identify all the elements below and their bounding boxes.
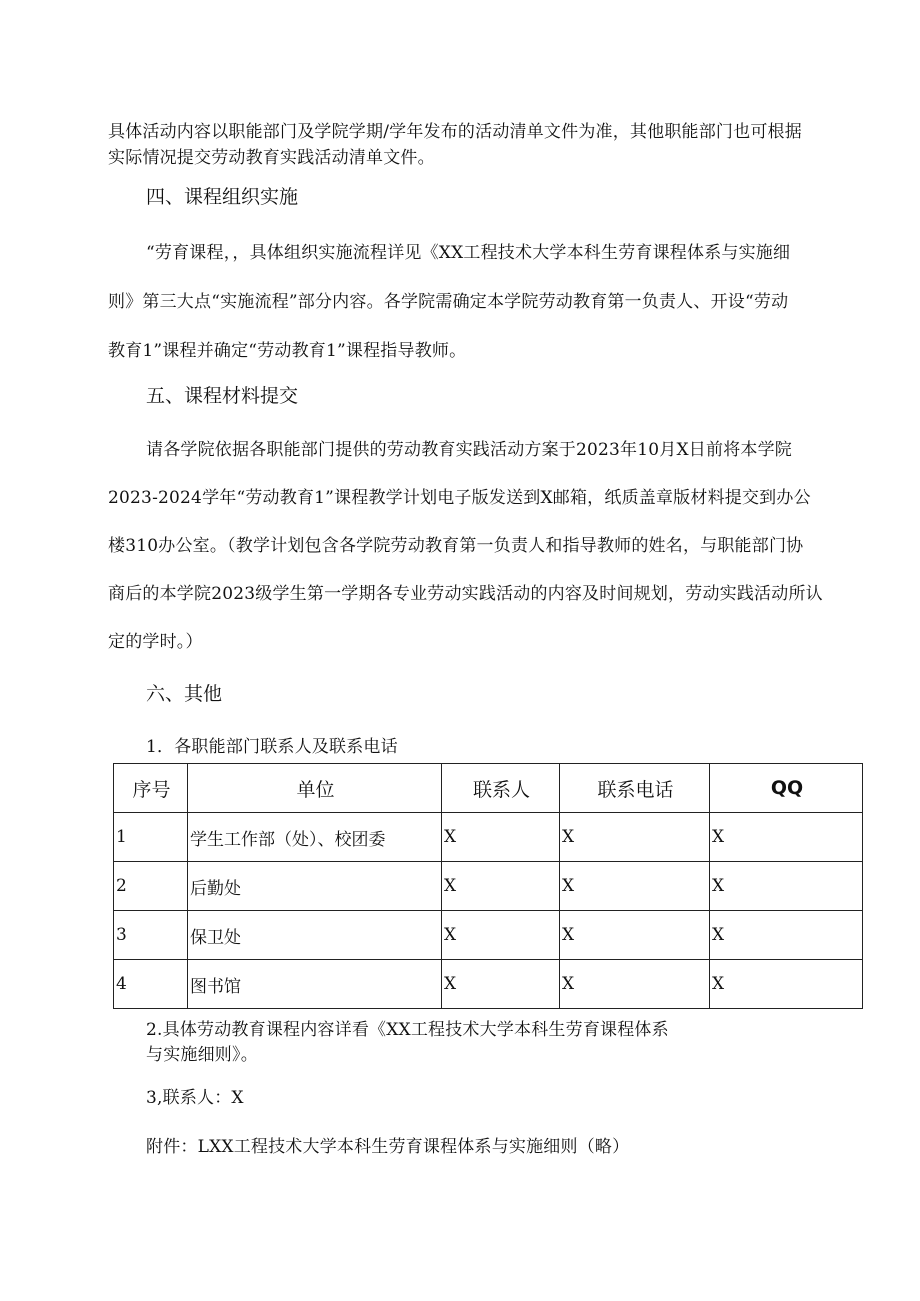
intro-line-1: 具体活动内容以职能部门及学院学期/学年发布的活动清单文件为准，其他职能部门也可根据 [108,122,802,142]
table-header-row [114,764,863,813]
cell-qq: X [710,813,863,862]
table-row [114,813,863,862]
header-index: 序号 [114,764,188,813]
table-row [114,862,863,911]
contact-table [113,763,863,1009]
cell-index: 2 [114,862,188,911]
section-5-line-3: 楼310办公室。（教学计划包含各学院劳动教育第一负责人和指导教师的姓名，与职能部门协 [108,536,804,556]
cell-unit: 图书馆 [188,960,442,1009]
cell-index: 1 [114,813,188,862]
section-6-item-1: 1．各职能部门联系人及联系电话 [146,737,398,757]
section-6-item-2-line-2: 与实施细则》。 [146,1045,258,1065]
cell-qq: X [710,960,863,1009]
cell-unit: 后勤处 [188,862,442,911]
cell-contact: X [442,813,560,862]
section-4-line-3: 教育1”课程并确定“劳动教育1”课程指导教师。 [108,341,467,361]
section-4-line-2: 则》第三大点“实施流程”部分内容。各学院需确定本学院劳动教育第一负责人、开设“劳动 [108,292,789,312]
table-row [114,960,863,1009]
cell-index: 4 [114,960,188,1009]
cell-contact: X [442,911,560,960]
section-5-line-2: 2023-2024学年“劳动教育1”课程教学计划电子版发送到X邮箱，纸质盖章版材料提交到办公 [108,488,811,508]
section-5-line-5: 定的学时。） [108,632,203,652]
cell-phone: X [560,813,710,862]
section-6-item-2-line-1: 2.具体劳动教育课程内容详看《XX工程技术大学本科生劳育课程体系 [146,1020,669,1040]
header-qq: QQ [710,764,863,813]
header-contact: 联系人 [442,764,560,813]
section-5-line-4: 商后的本学院2023级学生第一学期各专业劳动实践活动的内容及时间规划，劳动实践活动所认 [108,584,823,604]
cell-unit: 保卫处 [188,911,442,960]
header-unit: 单位 [188,764,442,813]
cell-phone: X [560,911,710,960]
section-4-heading: 四、课程组织实施 [146,186,299,208]
cell-phone: X [560,960,710,1009]
table-row [114,911,863,960]
section-6-item-3: 3,联系人：X [146,1088,244,1108]
cell-phone: X [560,862,710,911]
section-6-heading: 六、其他 [146,683,223,705]
cell-contact: X [442,862,560,911]
section-5-line-1: 请各学院依据各职能部门提供的劳动教育实践活动方案于2023年10月X日前将本学院 [146,440,792,460]
cell-contact: X [442,960,560,1009]
attachment-note: 附件：LXX工程技术大学本科生劳育课程体系与实施细则（略） [146,1137,630,1157]
cell-qq: X [710,862,863,911]
section-5-heading: 五、课程材料提交 [146,385,299,407]
header-phone: 联系电话 [560,764,710,813]
cell-qq: X [710,911,863,960]
intro-line-2: 实际情况提交劳动教育实践活动清单文件。 [108,148,435,168]
cell-index: 3 [114,911,188,960]
cell-unit: 学生工作部（处）、校团委 [188,813,442,862]
section-4-line-1: “劳育课程，，具体组织实施流程详见《XX工程技术大学本科生劳育课程体系与实施细 [146,243,791,263]
